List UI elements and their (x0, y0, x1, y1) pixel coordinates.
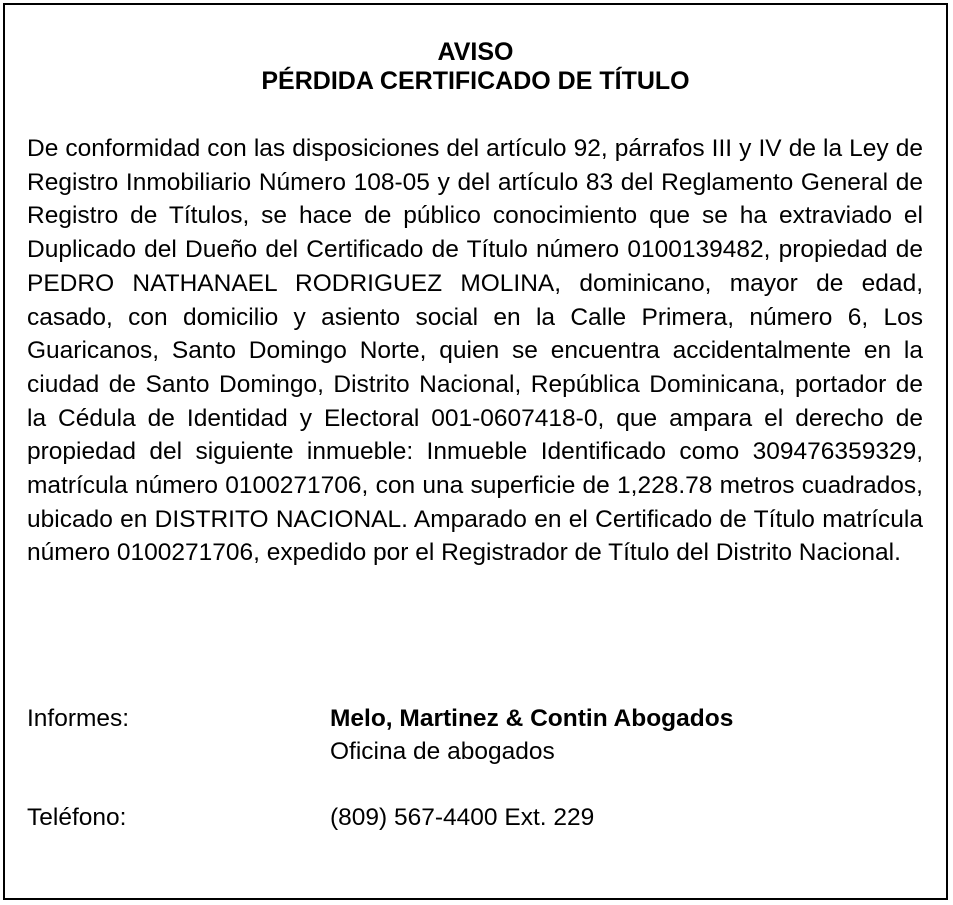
firm-type: Oficina de abogados (330, 738, 555, 765)
telefono-values (330, 801, 594, 834)
notice-heading: AVISO (437, 38, 514, 66)
informes-label: Informes: (27, 705, 130, 732)
informes-values (330, 702, 733, 768)
notice-body: De conformidad con las disposiciones del artículo 92, párrafos III y IV de la Ley de Registro Inmobiliario Número 108-05 y del artículo 83 del Reglamento General de Registro de Títulos, se hace de público conocimiento que se ha extraviado el Duplicado del Dueño del Certificado de Título número 0100139482, propiedad de PEDRO NATHANAEL RODRIGUEZ MOLINA, dominicano, mayor de edad, casado, con domicilio y asiento social en la Calle Primera, número 6, Los Guaricanos, Santo Domingo Norte, quien se encuentra accidentalmente en la ciudad de Santo Domingo, Distrito Nacional, República Dominicana, portador de la Cédula de Identidad y Electoral 001-0607418-0, que ampara el derecho de propiedad del siguiente inmueble: Inmueble Identificado como 309476359329, matrícula número 0100271706, con una superficie de 1,228.78 metros cuadrados, ubicado en DISTRITO NACIONAL. Amparado en el Certificado de Título matrícula número 0100271706, expedido por el Registrador de Título del Distrito Nacional. (27, 135, 923, 567)
notice-title-block (5, 38, 946, 96)
firm-name: Melo, Martinez & Contin Abogados (330, 705, 734, 732)
phone-number: (809) 567-4400 Ext. 229 (330, 804, 595, 831)
telefono-label: Teléfono: (27, 804, 127, 831)
legal-notice (3, 3, 948, 900)
notice-subheading: PÉRDIDA CERTIFICADO DE TÍTULO (261, 67, 690, 95)
